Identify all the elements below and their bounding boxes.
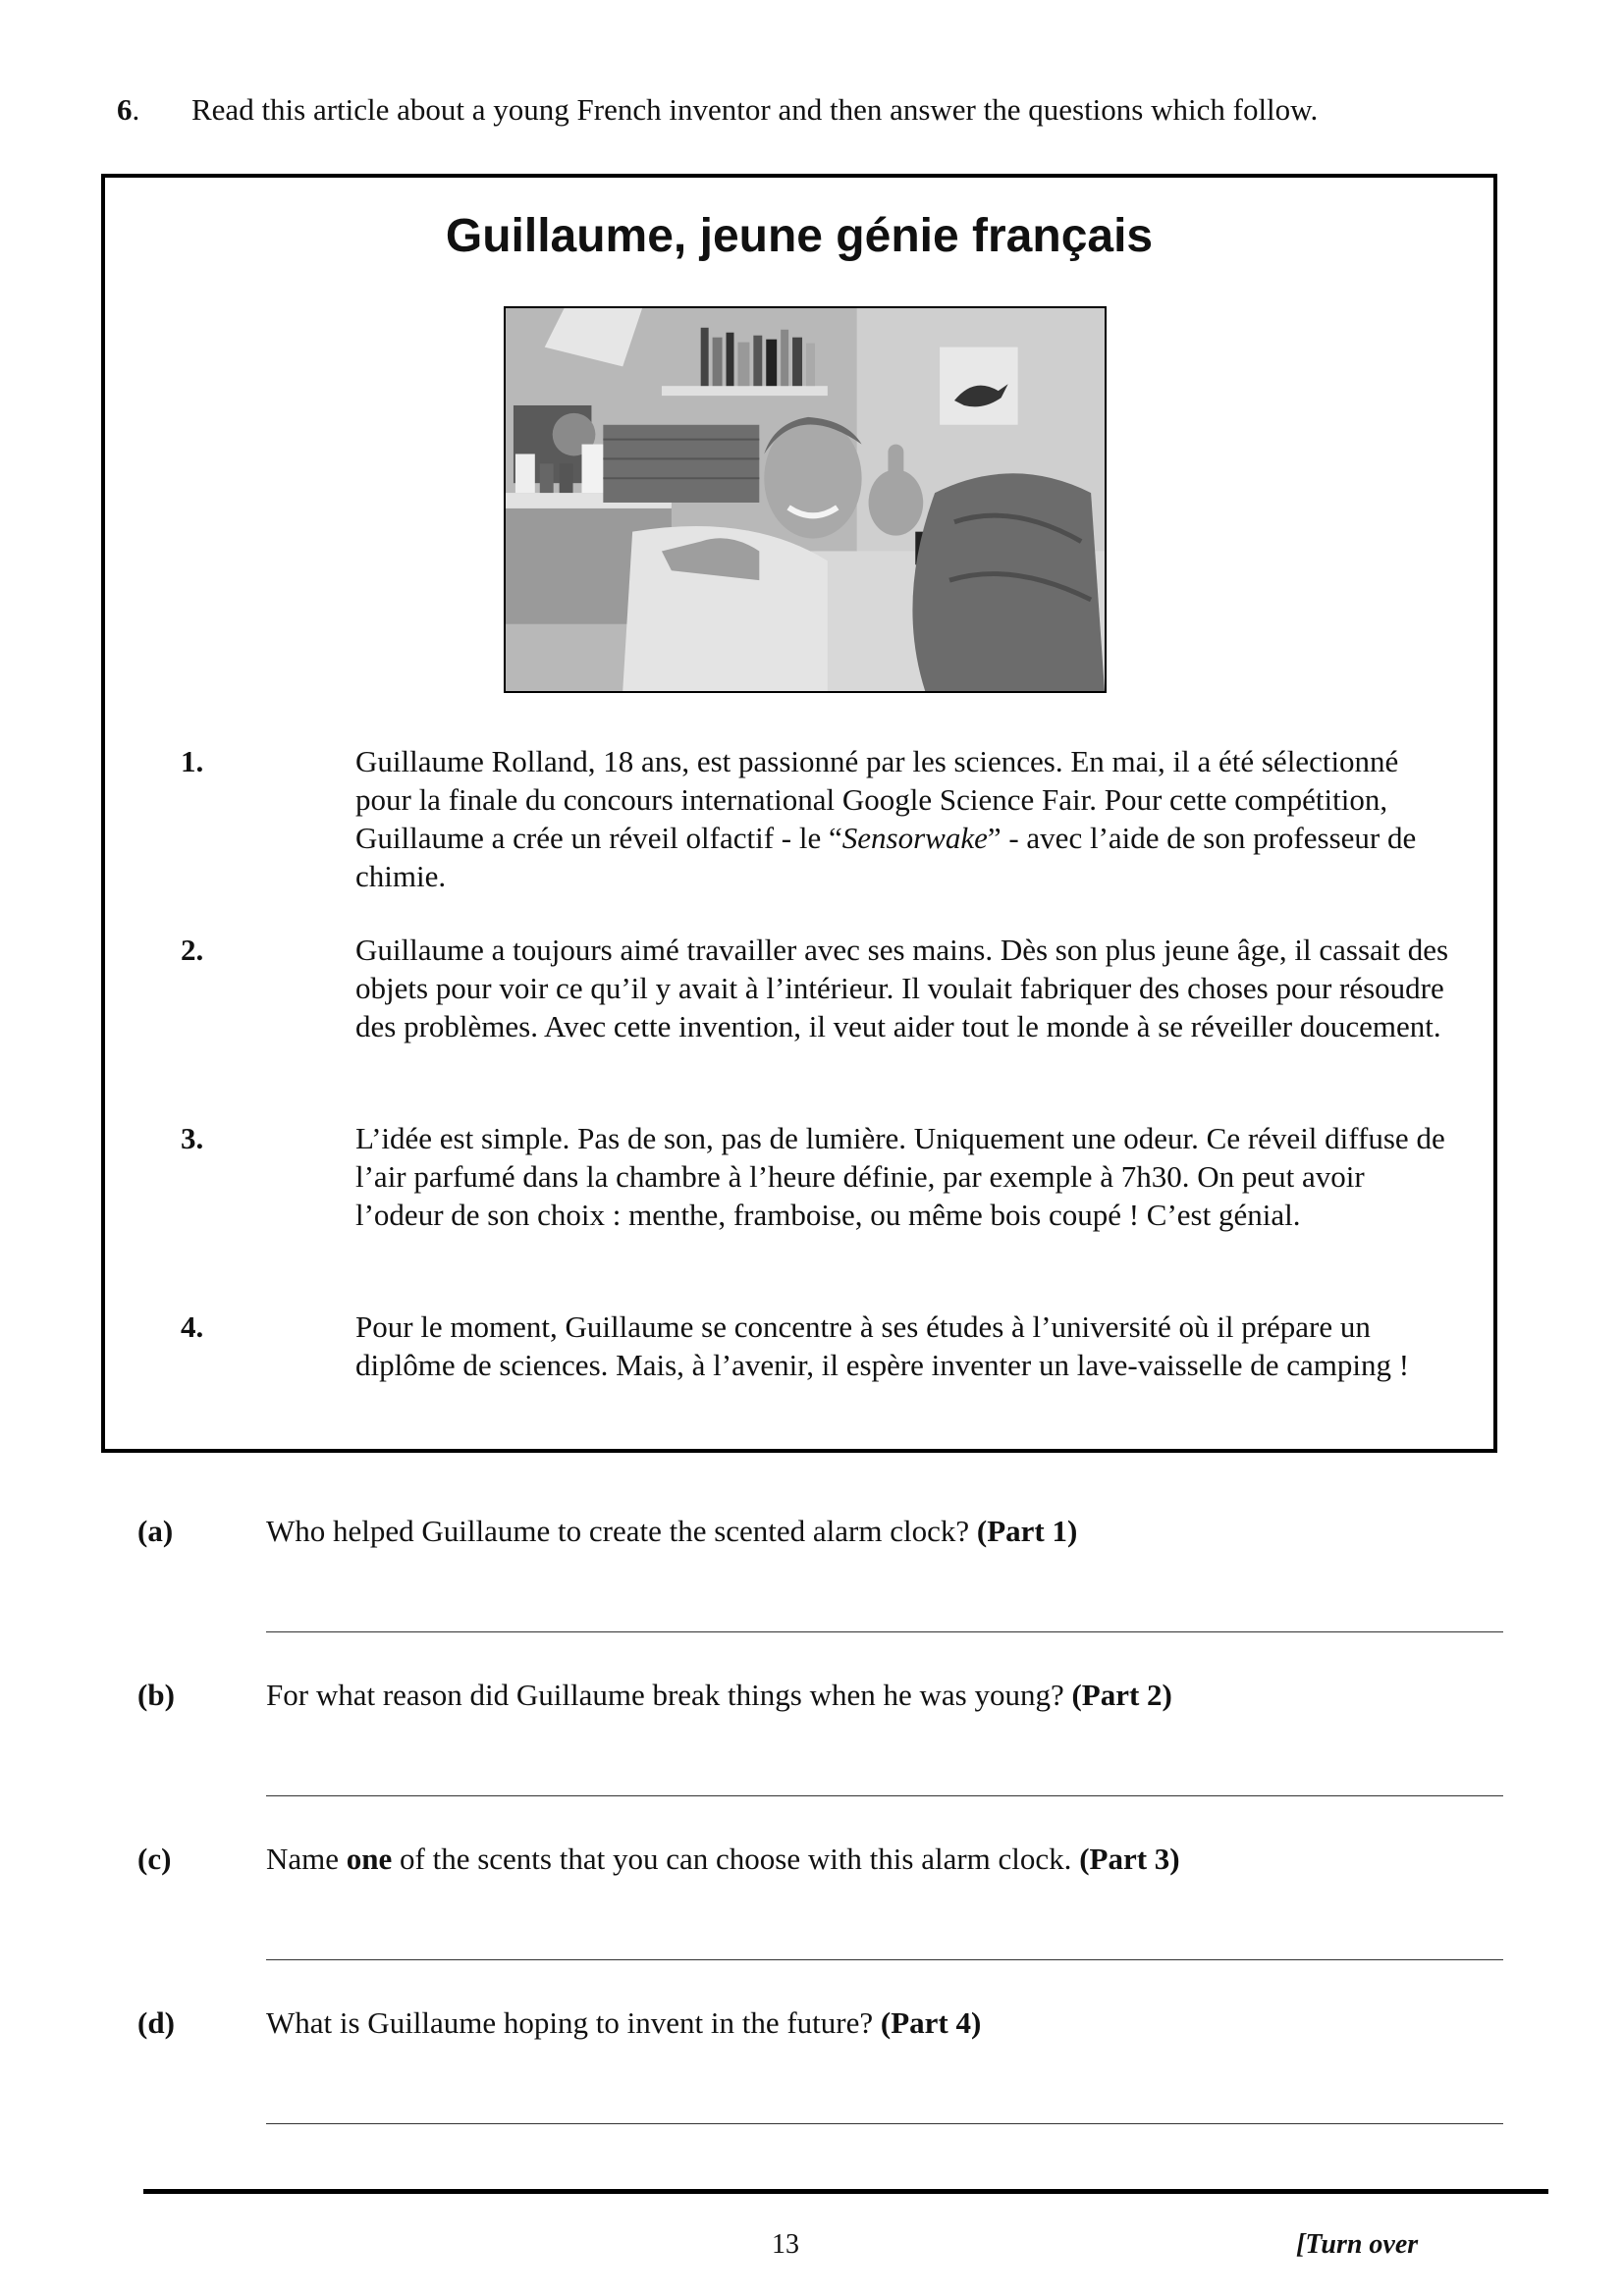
paragraph-text: Guillaume Rolland, 18 ans, est passionné par les sciences. En mai, il a été sélectionné pour la finale du concours international Google Science Fair. Pour cette compétition, Guillaume a crée un réveil olfactif - le “Sensorwake” - avec l’aide de son professeur de chimie. <box>355 744 1417 893</box>
answer-line-a[interactable] <box>266 1631 1503 1632</box>
paragraph-text: Guillaume a toujours aimé travailler avec ses mains. Dès son plus jeune âge, il cassait des objets pour voir ce qu’il y avait à l’intérieur. Il voulait fabriquer des choses pour résoudre des problèmes. Avec cette invention, il veut aider tout le monde à se réveiller doucement. <box>355 933 1449 1043</box>
paragraph-number: 3. <box>181 1121 204 1155</box>
question-label: (a) <box>137 1514 174 1548</box>
answer-line-c[interactable] <box>266 1959 1503 1960</box>
footer-rule <box>143 2189 1548 2194</box>
answer-line-b[interactable] <box>266 1795 1503 1796</box>
article-box <box>101 174 1497 1453</box>
article-paragraph-2 <box>181 931 1457 1088</box>
question-text: What is Guillaume hoping to invent in the future? (Part 4) <box>266 2005 982 2040</box>
question-intro <box>117 90 1491 130</box>
article-title: Guillaume, jeune génie français <box>445 210 1154 262</box>
article-paragraph-3 <box>181 1119 1457 1276</box>
question-label: (d) <box>137 2005 175 2040</box>
article-photo <box>504 306 1107 693</box>
article-paragraph-1 <box>181 742 1457 899</box>
turn-over-label: [Turn over <box>1296 2229 1419 2260</box>
question-label: (b) <box>137 1678 175 1712</box>
paragraph-number: 1. <box>181 744 204 778</box>
paragraph-text: L’idée est simple. Pas de son, pas de lumière. Uniquement une odeur. Ce réveil diffuse de l’air parfumé dans la chambre à l’heure définie, par exemple à 7h30. On peut avoir l’odeur de son choix : menthe, framboise, ou même bois coupé ! C’est génial. <box>355 1121 1445 1232</box>
paragraph-text: Pour le moment, Guillaume se concentre à ses études à l’université où il prépare un diplôme de sciences. Mais, à l’avenir, il espère inventer un lave-vaisselle de camping ! <box>355 1309 1410 1382</box>
paragraph-number: 2. <box>181 933 204 967</box>
paragraph-number: 4. <box>181 1309 204 1344</box>
question-number: 6. <box>117 92 140 127</box>
question-intro-text: Read this article about a young French inventor and then answer the questions which follow. <box>191 92 1319 127</box>
question-label: (c) <box>137 1842 172 1876</box>
question-text: For what reason did Guillaume break things when he was young? (Part 2) <box>266 1678 1172 1712</box>
page-number: 13 <box>772 2229 799 2260</box>
question-text: Who helped Guillaume to create the scented alarm clock? (Part 1) <box>266 1514 1078 1548</box>
photo-illustration <box>506 308 1105 691</box>
article-paragraph-4 <box>181 1308 1457 1425</box>
answer-line-d[interactable] <box>266 2123 1503 2124</box>
question-text: Name one of the scents that you can choose with this alarm clock. (Part 3) <box>266 1842 1180 1876</box>
